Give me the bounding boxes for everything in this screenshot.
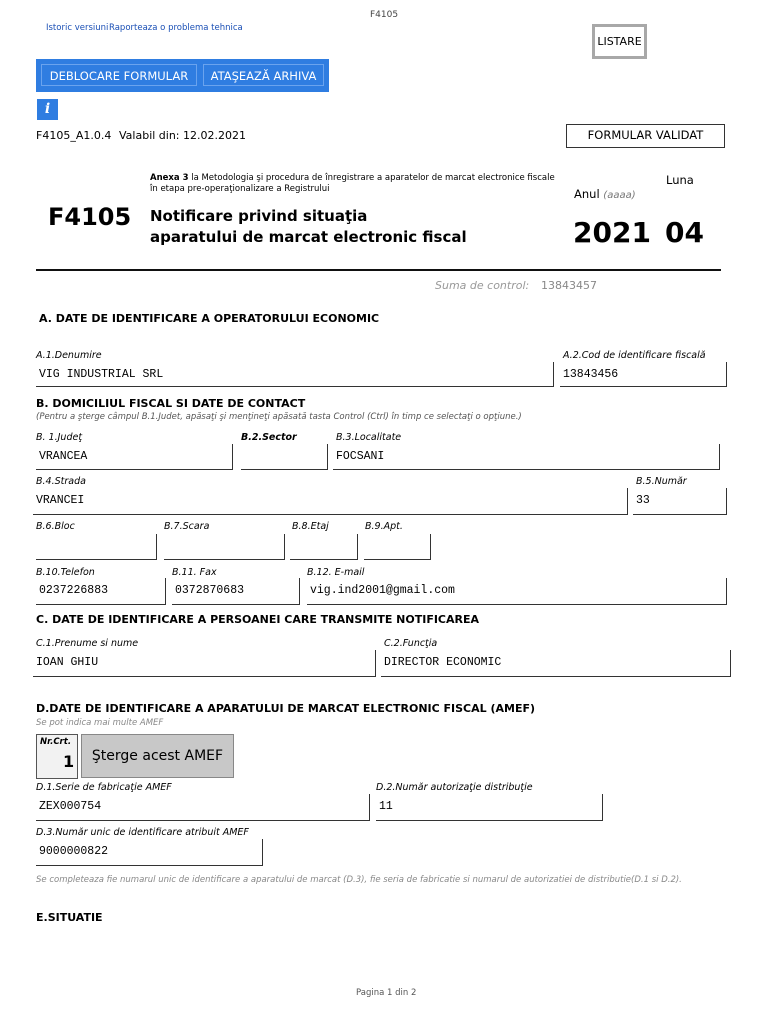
person-role-field[interactable]: DIRECTOR ECONOMIC — [381, 650, 731, 677]
b6-label: B.6.Bloc — [36, 521, 75, 532]
b7-label: B.7.Scara — [164, 521, 210, 532]
listare-label: LISTARE — [595, 27, 644, 56]
fax-field[interactable]: 0372870683 — [172, 578, 300, 605]
form-version: F4105_A1.0.4 — [36, 129, 112, 142]
nr-crt-label: Nr.Crt. — [40, 737, 72, 747]
b10-label: B.10.Telefon — [36, 567, 95, 578]
annex-note — [150, 173, 555, 195]
section-d-title: D.DATE DE IDENTIFICARE A APARATULUI DE MARCAT ELECTRONIC FISCAL (AMEF) — [36, 702, 536, 715]
scara-field[interactable] — [164, 534, 285, 560]
b11-label: B.11. Fax — [172, 567, 217, 578]
section-c-title: C. DATE DE IDENTIFICARE A PERSOANEI CARE TRANSMITE NOTIFICAREA — [36, 613, 480, 626]
attach-archive-button[interactable]: ATAŞEAZĂ ARHIVA — [203, 64, 324, 86]
sector-select[interactable] — [241, 444, 328, 470]
section-b-title: B. DOMICILIUL FISCAL SI DATE DE CONTACT — [36, 397, 306, 410]
localitate-select[interactable]: FOCSANI — [333, 444, 720, 470]
b1-label: B. 1.Judeţ — [36, 432, 83, 443]
email-field[interactable]: vig.ind2001@gmail.com — [307, 578, 727, 605]
b8-label: B.8.Etaj — [292, 521, 329, 532]
nr-crt-value: 1 — [63, 752, 75, 771]
unlock-form-button[interactable]: DEBLOCARE FORMULAR — [41, 64, 197, 86]
delete-amef-button[interactable]: Şterge acest AMEF — [81, 734, 234, 778]
header-divider — [36, 269, 721, 271]
listare-button[interactable] — [592, 24, 647, 59]
checksum-label: Suma de control: — [435, 279, 530, 292]
form-title-line2: aparatului de marcat electronic fiscal — [150, 228, 467, 246]
valid-from: Valabil din: 12.02.2021 — [119, 129, 246, 142]
year-label-group — [574, 187, 636, 201]
report-problem-link[interactable]: Raporteaza o problema tehnica — [109, 23, 243, 33]
validated-button[interactable]: FORMULAR VALIDAT — [566, 124, 725, 148]
year-label: Anul — [574, 187, 600, 201]
judet-select[interactable]: VRANCEA — [36, 444, 233, 470]
telefon-field[interactable]: 0237226883 — [36, 578, 166, 605]
a2-label: A.2.Cod de identificare fiscală — [563, 350, 706, 361]
a1-label: A.1.Denumire — [36, 350, 102, 361]
section-d-note: Se completeaza fie numarul unic de identificare a aparatului de marcat (D.3), fie seria de fabricatie si numarul de autorizatiei de distributie(D.1 si D.2). — [36, 875, 682, 885]
section-e-title: E.SITUATIE — [36, 911, 103, 924]
annex-bold: Anexa 3 — [150, 173, 189, 183]
d2-label: D.2.Număr autorizaţie distribuţie — [376, 782, 533, 793]
etaj-field[interactable] — [290, 534, 358, 560]
b3-label: B.3.Localitate — [336, 432, 402, 443]
person-name-field[interactable]: IOAN GHIU — [33, 650, 376, 677]
autorizatie-field[interactable]: 11 — [376, 794, 603, 821]
b12-label: B.12. E-mail — [307, 567, 365, 578]
page-header-title: F4105 — [370, 10, 399, 20]
cif-field[interactable]: 13843456 — [560, 362, 727, 387]
month-value[interactable]: 04 — [665, 216, 704, 249]
year-value[interactable]: 2021 — [573, 216, 651, 249]
c1-label: C.1.Prenume si nume — [36, 638, 139, 649]
year-hint: (aaaa) — [603, 190, 636, 201]
annex-text: la Metodologia şi procedura de înregistrare a aparatelor de marcat electronice fiscale — [188, 173, 555, 183]
history-link[interactable]: Istoric versiuni — [46, 23, 109, 33]
section-a-title: A. DATE DE IDENTIFICARE A OPERATORULUI ECONOMIC — [39, 312, 380, 325]
checksum-value: 13843457 — [541, 279, 597, 292]
form-title-line1: Notificare privind situaţia — [150, 207, 368, 225]
serie-field[interactable]: ZEX000754 — [36, 794, 370, 821]
form-title — [150, 206, 467, 248]
d1-label: D.1.Serie de fabricaţie AMEF — [36, 782, 172, 793]
section-b-note: (Pentru a şterge câmpul B.1.Judet, apăsaţi şi menţineţi apăsată tasta Control (Ctrl) în timp ce selectaţi o opţiune.) — [36, 412, 522, 422]
apt-field[interactable] — [364, 534, 431, 560]
unic-id-field[interactable]: 9000000822 — [36, 839, 263, 866]
info-icon[interactable]: i — [37, 99, 58, 120]
c2-label: C.2.Funcţia — [384, 638, 438, 649]
month-label: Luna — [666, 173, 694, 187]
section-d-subtitle: Se pot indica mai multe AMEF — [36, 718, 164, 728]
annex-text-2: în etapa pre-operaţionalizare a Registrului — [150, 184, 330, 194]
b5-label: B.5.Număr — [636, 476, 687, 487]
form-code: F4105 — [48, 203, 132, 231]
amef-number-box — [36, 734, 78, 779]
bloc-field[interactable] — [36, 534, 157, 560]
company-name-field[interactable]: VIG INDUSTRIAL SRL — [36, 362, 554, 387]
strada-field[interactable]: VRANCEI — [33, 488, 628, 515]
page-indicator: Pagina 1 din 2 — [356, 988, 417, 998]
d3-label: D.3.Număr unic de identificare atribuit AMEF — [36, 827, 249, 838]
b9-label: B.9.Apt. — [365, 521, 403, 532]
numar-field[interactable]: 33 — [633, 488, 727, 515]
b4-label: B.4.Strada — [36, 476, 86, 487]
b2-label: B.2.Sector — [241, 432, 297, 443]
